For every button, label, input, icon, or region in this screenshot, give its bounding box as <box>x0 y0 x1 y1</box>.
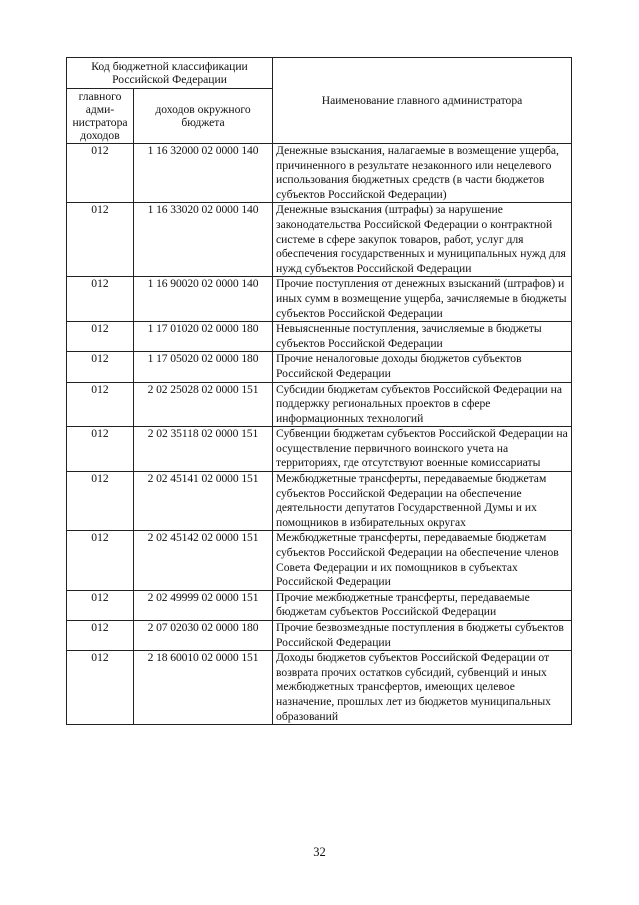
table-row <box>67 621 572 651</box>
table-row <box>67 352 572 382</box>
header-group-label: Код бюджетной классификации Российской Федерации <box>67 58 273 89</box>
admin-code-cell: 012 <box>67 651 134 725</box>
administrator-name-cell: Прочие неналоговые доходы бюджетов субъектов Российской Федерации <box>273 352 572 382</box>
table-row <box>67 531 572 590</box>
admin-code-cell: 012 <box>67 203 134 277</box>
table-row <box>67 590 572 620</box>
revenue-code-cell: 1 17 05020 02 0000 180 <box>134 352 273 382</box>
table-header <box>67 58 572 144</box>
revenue-code-cell: 2 02 35118 02 0000 151 <box>134 427 273 472</box>
admin-code-cell: 012 <box>67 427 134 472</box>
budget-classification-table <box>66 57 572 725</box>
revenue-code-cell: 2 02 45142 02 0000 151 <box>134 531 273 590</box>
table-row <box>67 427 572 472</box>
administrator-name-cell: Прочие межбюджетные трансферты, передаваемые бюджетам субъектов Российской Федерации <box>273 590 572 620</box>
admin-code-cell: 012 <box>67 531 134 590</box>
admin-code-cell: 012 <box>67 322 134 352</box>
administrator-name-cell: Прочие поступления от денежных взысканий (штрафов) и иных сумм в возмещение ущерба, зачисляемые в бюджеты субъектов Российской Федерации <box>273 277 572 322</box>
page-number: 32 <box>313 845 326 859</box>
revenue-code-cell: 2 18 60010 02 0000 151 <box>134 651 273 725</box>
admin-code-cell: 012 <box>67 352 134 382</box>
admin-code-cell: 012 <box>67 277 134 322</box>
administrator-name-cell: Невыясненные поступления, зачисляемые в бюджеты субъектов Российской Федерации <box>273 322 572 352</box>
table-body <box>67 144 572 725</box>
table-row <box>67 322 572 352</box>
administrator-name-cell: Денежные взыскания, налагаемые в возмещение ущерба, причиненного в результате незаконного или нецелевого использования бюджетных средств (в части бюджетов субъектов Российской Федерации) <box>273 144 572 203</box>
header-code-column: доходов окружного бюджета <box>134 89 273 144</box>
admin-code-cell: 012 <box>67 590 134 620</box>
table-row <box>67 277 572 322</box>
administrator-name-cell: Субсидии бюджетам субъектов Российской Федерации на поддержку региональных проектов в сфере информационных технологий <box>273 382 572 427</box>
table-row <box>67 651 572 725</box>
admin-code-cell: 012 <box>67 472 134 531</box>
table-row <box>67 472 572 531</box>
table-row <box>67 203 572 277</box>
administrator-name-cell: Прочие безвозмездные поступления в бюджеты субъектов Российской Федерации <box>273 621 572 651</box>
administrator-name-cell: Субвенции бюджетам субъектов Российской Федерации на осуществление первичного воинского учета на территориях, где отсутствуют военные комиссариаты <box>273 427 572 472</box>
admin-code-cell: 012 <box>67 144 134 203</box>
revenue-code-cell: 2 02 45141 02 0000 151 <box>134 472 273 531</box>
admin-code-cell: 012 <box>67 621 134 651</box>
header-name-column: Наименование главного администратора <box>273 58 572 144</box>
administrator-name-cell: Доходы бюджетов субъектов Российской Федерации от возврата прочих остатков субсидий, субвенций и иных межбюджетных трансфертов, имеющих целевое назначение, прошлых лет из бюджетов муниципальных образований <box>273 651 572 725</box>
table-row <box>67 382 572 427</box>
table-row <box>67 144 572 203</box>
header-admin-column: главного адми-нистратора доходов <box>67 89 134 144</box>
administrator-name-cell: Денежные взыскания (штрафы) за нарушение законодательства Российской Федерации о контрактной системе в сфере закупок товаров, работ, услуг для обеспечения государственных и муниципальных нужд для нужд субъектов Российской Федерации <box>273 203 572 277</box>
administrator-name-cell: Межбюджетные трансферты, передаваемые бюджетам субъектов Российской Федерации на обеспечение членов Совета Федерации и их помощников в субъектах Российской Федерации <box>273 531 572 590</box>
revenue-code-cell: 2 07 02030 02 0000 180 <box>134 621 273 651</box>
admin-code-cell: 012 <box>67 382 134 427</box>
revenue-code-cell: 2 02 49999 02 0000 151 <box>134 590 273 620</box>
revenue-code-cell: 2 02 25028 02 0000 151 <box>134 382 273 427</box>
revenue-code-cell: 1 16 32000 02 0000 140 <box>134 144 273 203</box>
revenue-code-cell: 1 17 01020 02 0000 180 <box>134 322 273 352</box>
revenue-code-cell: 1 16 90020 02 0000 140 <box>134 277 273 322</box>
administrator-name-cell: Межбюджетные трансферты, передаваемые бюджетам субъектов Российской Федерации на обеспечение деятельности депутатов Государственной Думы и их помощников в избирательных округах <box>273 472 572 531</box>
revenue-code-cell: 1 16 33020 02 0000 140 <box>134 203 273 277</box>
